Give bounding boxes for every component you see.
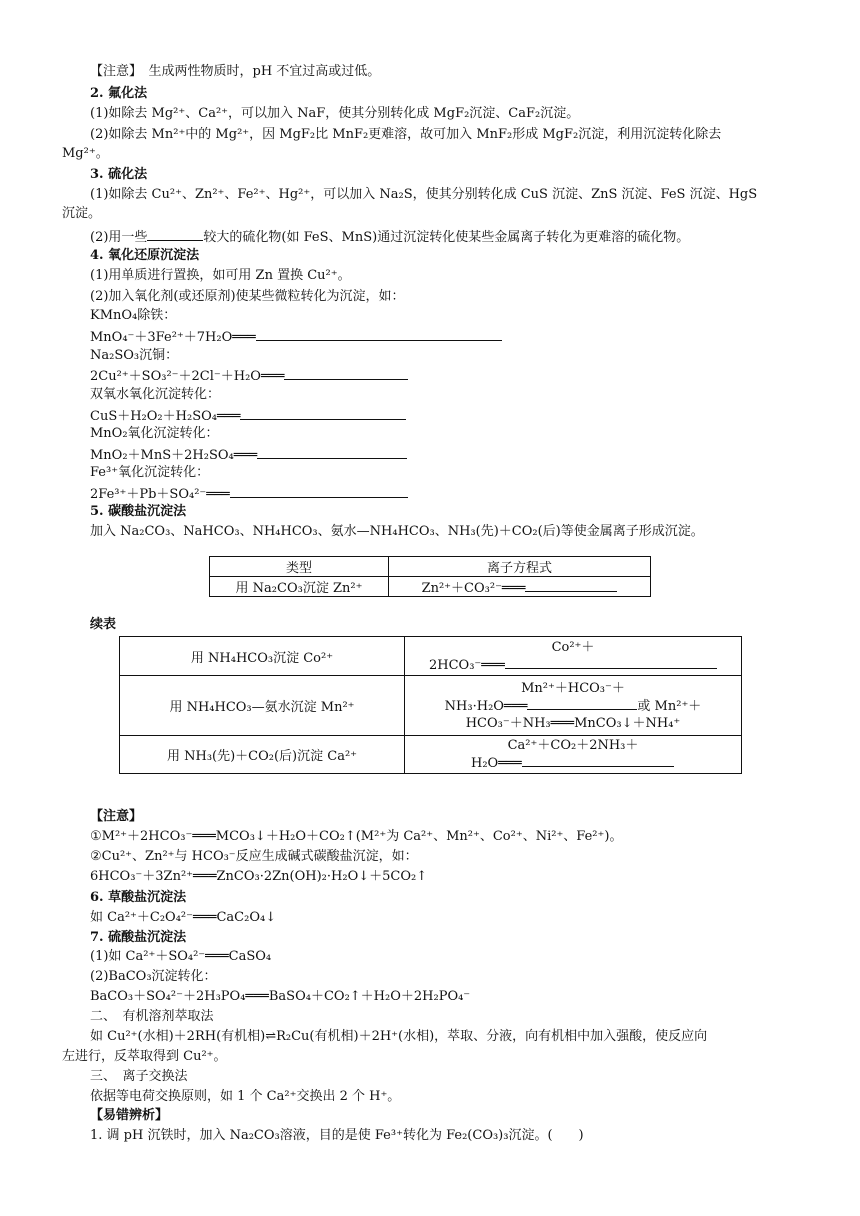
answer-blank[interactable] xyxy=(240,407,406,420)
equation-line: HCO₃⁻＋NH₃═══MnCO₃↓＋NH₄⁺ xyxy=(465,715,681,731)
mno2-equation xyxy=(90,446,407,464)
table-cell-type: 用 NH₄HCO₃—氨水沉淀 Mn²⁺ xyxy=(120,676,405,736)
fluoride-point-1: (1)如除去 Mg²⁺、Ca²⁺，可以加入 NaF，使其分别转化成 MgF₂沉淀、CaF₂沉淀。 xyxy=(90,106,580,121)
table-cell-type: 用 Na₂CO₃沉淀 Zn²⁺ xyxy=(210,577,389,597)
section-heading-sulfide: 3. 硫化法 xyxy=(90,167,148,182)
equation-line-text: 2HCO₃⁻═══ xyxy=(429,657,505,673)
fe3-equation xyxy=(90,485,408,503)
equation-line xyxy=(409,697,737,715)
table-cell-equation xyxy=(389,577,651,597)
table-cell-type: 用 NH₄HCO₃沉淀 Co²⁺ xyxy=(120,637,405,676)
answer-blank[interactable] xyxy=(284,367,408,380)
na2so3-equation-text: 2Cu²⁺＋SO₃²⁻＋2Cl⁻＋H₂O═══ xyxy=(90,369,285,384)
section-heading-oxalate: 6. 草酸盐沉淀法 xyxy=(90,890,187,905)
section-heading-fluoride: 2. 氟化法 xyxy=(90,86,148,101)
carbonate-table xyxy=(209,556,651,597)
oxalate-equation: 如 Ca²⁺＋C₂O₄²⁻═══CaC₂O₄↓ xyxy=(90,910,277,925)
table-header-equation: 离子方程式 xyxy=(389,557,651,577)
note2-heading: 【注意】 xyxy=(90,809,143,824)
answer-blank[interactable] xyxy=(256,328,502,341)
table-cell-equation xyxy=(405,637,742,676)
equation-line xyxy=(409,656,737,674)
sulfide-point-1: (1)如除去 Cu²⁺、Zn²⁺、Fe²⁺、Hg²⁺，可以加入 Na₂S，使其分别转化成 CuS 沉淀、ZnS 沉淀、FeS 沉淀、HgS xyxy=(90,187,758,202)
sulfate-point-2: (2)BaCO₃沉淀转化： xyxy=(90,969,217,984)
ion-exchange-line: 依据等电荷交换原则，如 1 个 Ca²⁺交换出 2 个 H⁺。 xyxy=(90,1089,401,1104)
sulfide-point-2-start: (2)用一些 xyxy=(90,230,148,245)
equation-line: Co²⁺＋ xyxy=(551,639,595,655)
section-heading-redox: 4. 氧化还原沉淀法 xyxy=(90,248,200,263)
fe3-label: Fe³⁺氧化沉淀转化： xyxy=(90,465,210,480)
equation-line: Mn²⁺＋HCO₃⁻＋ xyxy=(521,680,625,696)
answer-blank[interactable] xyxy=(257,446,407,459)
na2so3-label: Na₂SO₃沉铜： xyxy=(90,348,179,363)
answer-blank[interactable] xyxy=(505,656,717,669)
answer-blank[interactable] xyxy=(522,754,674,767)
h2o2-equation xyxy=(90,407,406,425)
section-heading-sulfate: 7. 硫酸盐沉淀法 xyxy=(90,930,187,945)
sulfate-point-1: (1)如 Ca²⁺＋SO₄²⁻═══CaSO₄ xyxy=(90,949,272,964)
equation-line-text: 或 Mn²⁺＋ xyxy=(637,698,702,714)
table-header-type: 类型 xyxy=(210,557,389,577)
table-continued-label: 续表 xyxy=(90,617,117,632)
extraction-line-2: 左进行，反萃取得到 Cu²⁺。 xyxy=(62,1049,227,1064)
kmno4-equation-text: MnO₄⁻＋3Fe²⁺＋7H₂O═══ xyxy=(90,330,256,345)
sulfide-point-1-cont: 沉淀。 xyxy=(62,206,102,221)
fe3-equation-text: 2Fe³⁺＋Pb＋SO₄²⁻═══ xyxy=(90,487,230,502)
fluoride-point-2-cont: Mg²⁺。 xyxy=(62,146,109,161)
kmno4-label: KMnO₄除铁： xyxy=(90,308,177,323)
mno2-label: MnO₂氧化沉淀转化： xyxy=(90,426,219,441)
error-analysis-heading: 【易错辨析】 xyxy=(90,1108,169,1123)
table-cell-type: 用 NH₃(先)＋CO₂(后)沉淀 Ca²⁺ xyxy=(120,736,405,774)
answer-blank[interactable] xyxy=(230,485,408,498)
sulfide-point-2 xyxy=(90,228,689,246)
section-heading-carbonate: 5. 碳酸盐沉淀法 xyxy=(90,504,187,519)
section-heading-ion-exchange: 三、 离子交换法 xyxy=(90,1069,188,1084)
equation-line: Ca²⁺＋CO₂＋2NH₃＋ xyxy=(507,738,639,753)
kmno4-equation xyxy=(90,328,502,346)
table-cell-equation xyxy=(405,736,742,774)
mno2-equation-text: MnO₂＋MnS＋2H₂SO₄═══ xyxy=(90,448,258,463)
fluoride-point-2: (2)如除去 Mn²⁺中的 Mg²⁺，因 MgF₂比 MnF₂更难溶，故可加入 MnF₂形成 MgF₂沉淀，利用沉淀转化除去 xyxy=(90,127,722,142)
equation-line-text: H₂O═══ xyxy=(471,756,522,771)
carbonate-table-continued xyxy=(119,636,742,774)
na2so3-equation xyxy=(90,367,408,385)
section-heading-extraction: 二、 有机溶剂萃取法 xyxy=(90,1009,214,1024)
table-cell-equation-text: Zn²⁺＋CO₃²⁻═══ xyxy=(421,581,526,596)
extraction-line-1: 如 Cu²⁺(水相)＋2RH(有机相)⇌R₂Cu(有机相)＋2H⁺(水相)，萃取、分液，向有机相中加入强酸，使反应向 xyxy=(90,1029,708,1044)
error-analysis-item-1: 1. 调 pH 沉铁时，加入 Na₂CO₃溶液，目的是使 Fe³⁺转化为 Fe₂(CO₃)₃沉淀。( ) xyxy=(90,1128,584,1143)
answer-blank[interactable] xyxy=(147,228,203,241)
sulfate-equation: BaCO₃＋SO₄²⁻＋2H₃PO₄═══BaSO₄＋CO₂↑＋H₂O＋2H₂PO₄⁻ xyxy=(90,989,471,1004)
sulfide-point-2-end: 较大的硫化物(如 FeS、MnS)通过沉淀转化使某些金属离子转化为更难溶的硫化物。 xyxy=(203,230,690,245)
note2-point-1: ①M²⁺＋2HCO₃⁻═══MCO₃↓＋H₂O＋CO₂↑(M²⁺为 Ca²⁺、Mn²⁺、Co²⁺、Ni²⁺、Fe²⁺)。 xyxy=(90,829,623,844)
table-cell-equation xyxy=(405,676,742,736)
h2o2-equation-text: CuS＋H₂O₂＋H₂SO₄═══ xyxy=(90,409,241,424)
answer-blank[interactable] xyxy=(527,697,637,710)
answer-blank[interactable] xyxy=(525,579,617,592)
h2o2-label: 双氧水氧化沉淀转化： xyxy=(90,387,221,402)
equation-line-text: NH₃·H₂O═══ xyxy=(444,698,528,714)
redox-point-2: (2)加入氧化剂(或还原剂)使某些微粒转化为沉淀，如： xyxy=(90,289,405,304)
equation-line xyxy=(409,754,737,772)
note-ph-condition: 【注意】 生成两性物质时，pH 不宜过高或过低。 xyxy=(90,64,381,79)
note2-point-3: 6HCO₃⁻＋3Zn²⁺═══ZnCO₃·2Zn(OH)₂·H₂O↓＋5CO₂↑ xyxy=(90,869,428,884)
note2-point-2: ②Cu²⁺、Zn²⁺与 HCO₃⁻反应生成碱式碳酸盐沉淀，如： xyxy=(90,849,418,864)
carbonate-intro: 加入 Na₂CO₃、NaHCO₃、NH₄HCO₃、氨水—NH₄HCO₃、NH₃(先)＋CO₂(后)等使金属离子形成沉淀。 xyxy=(90,524,704,539)
redox-point-1: (1)用单质进行置换，如可用 Zn 置换 Cu²⁺。 xyxy=(90,268,351,283)
